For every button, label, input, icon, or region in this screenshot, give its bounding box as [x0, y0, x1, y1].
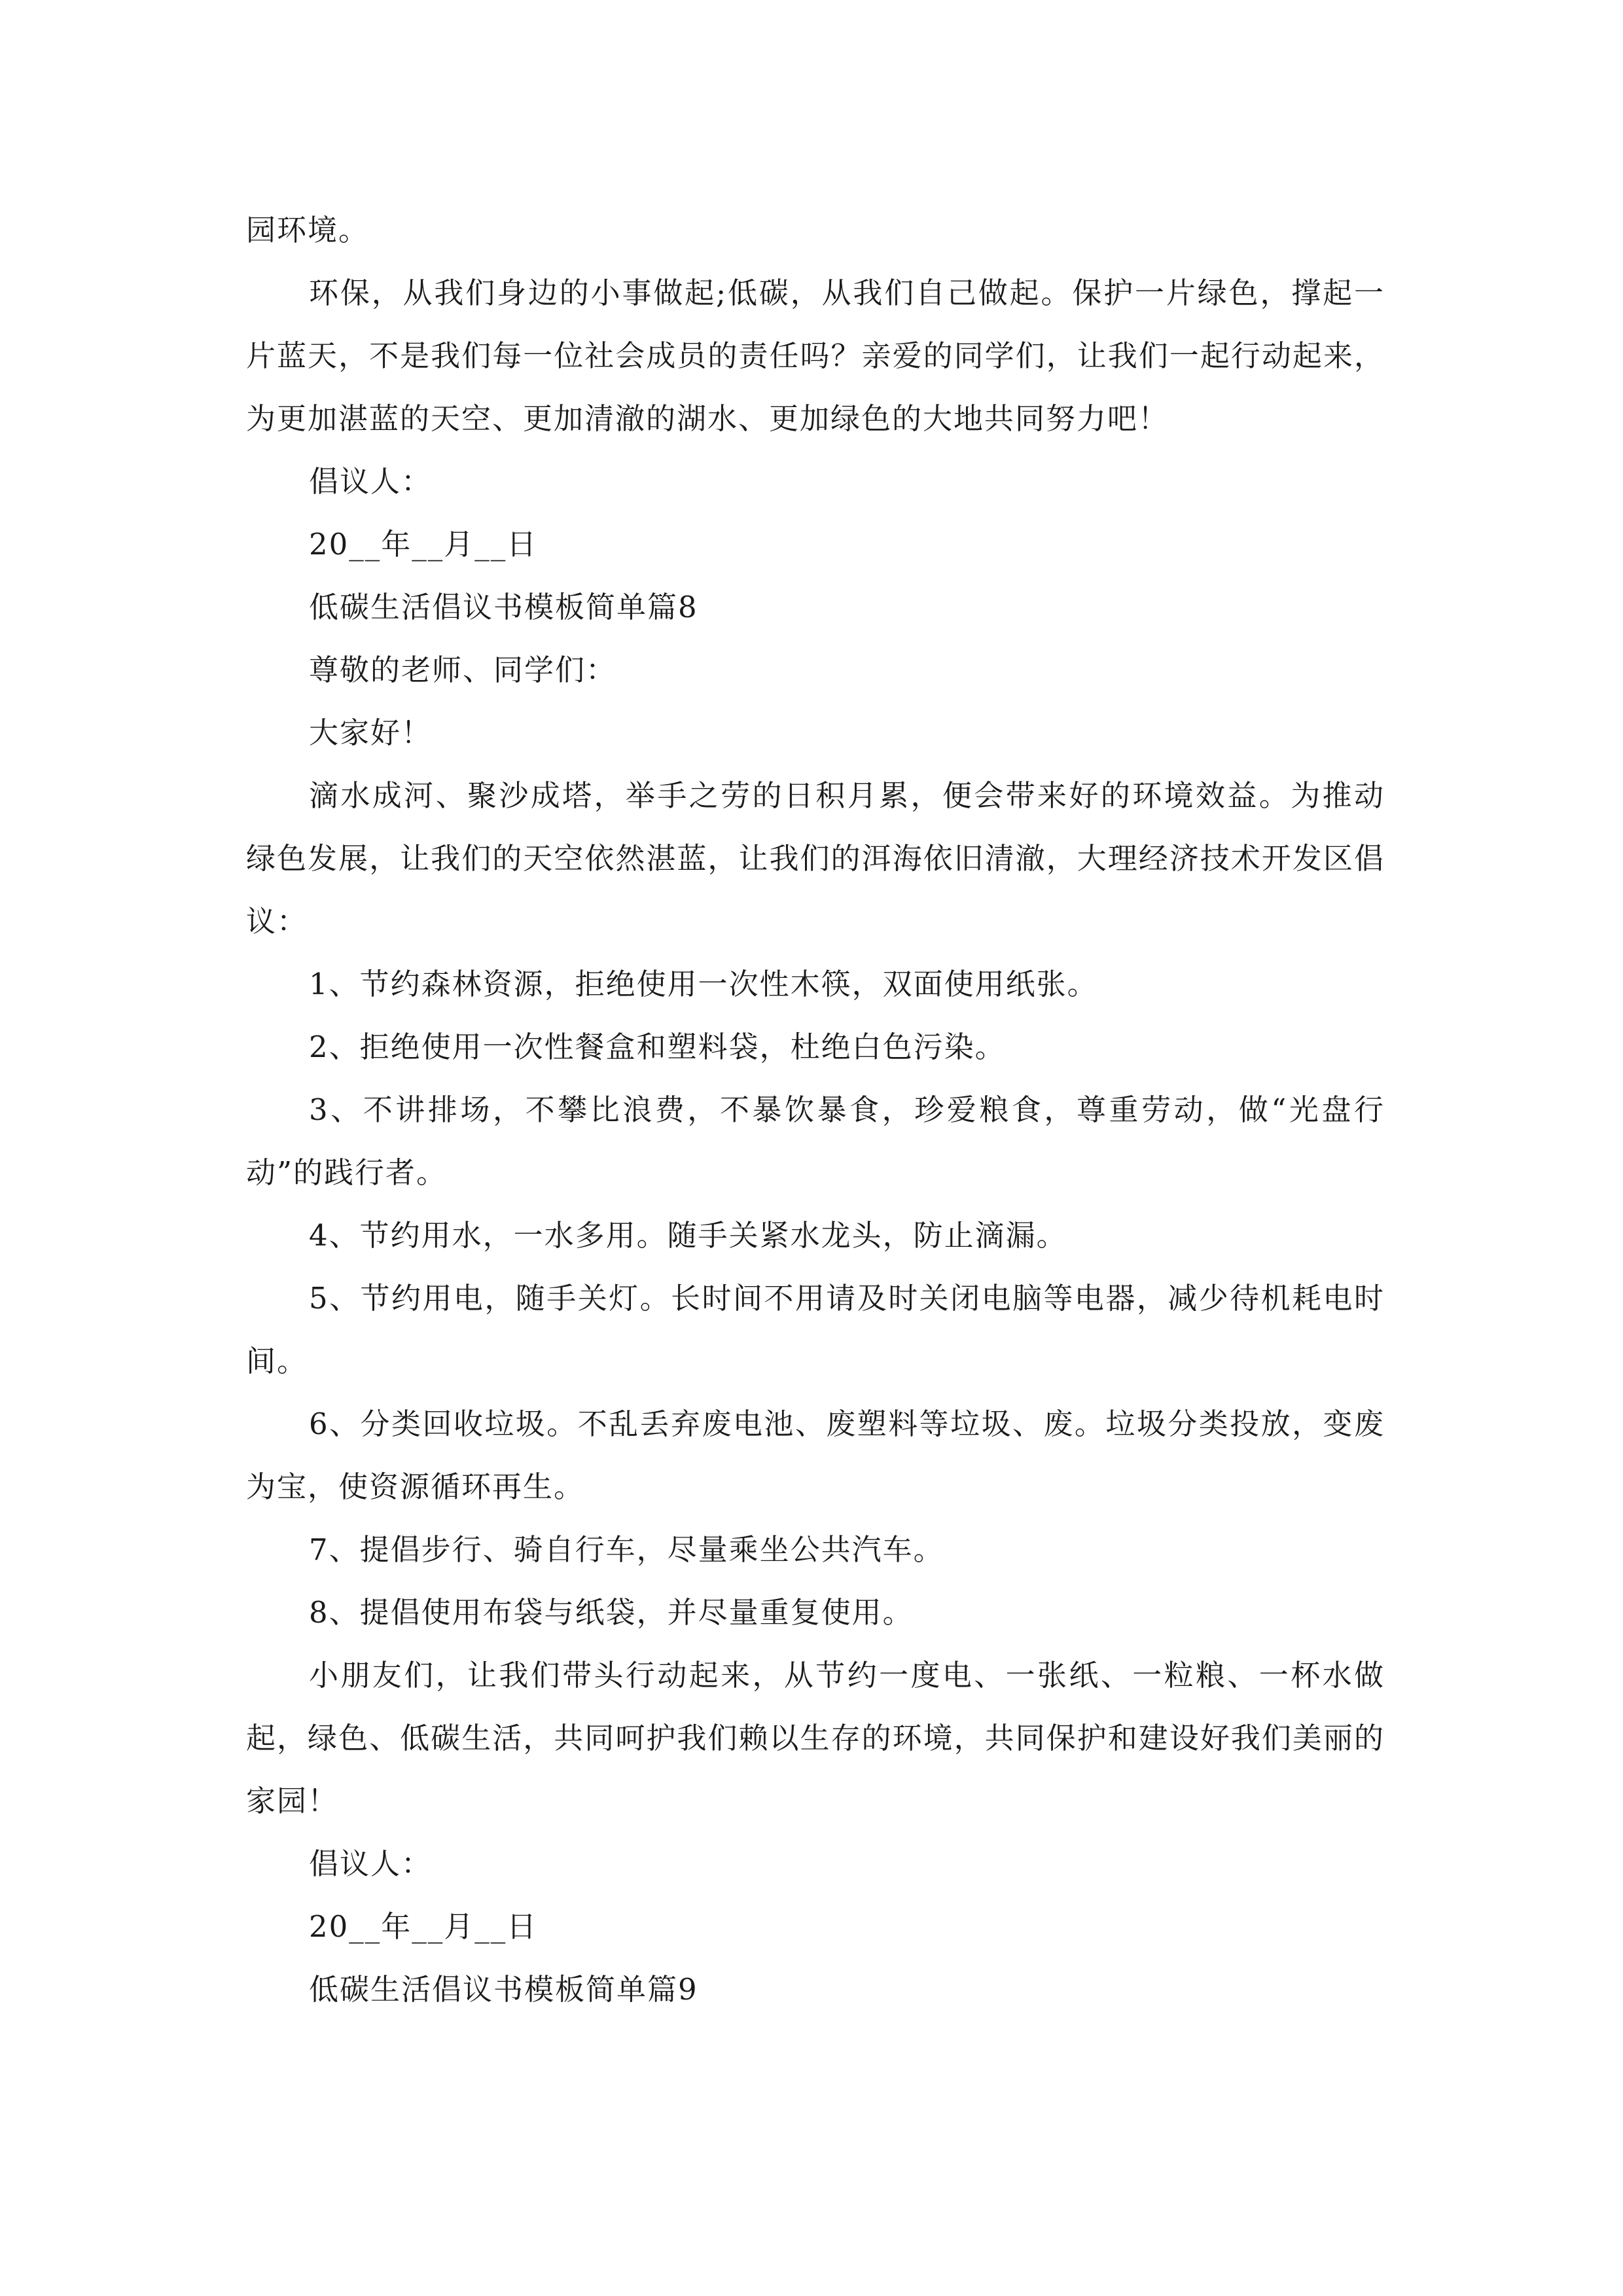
list-item-6: 6、分类回收垃圾。不乱丢弃废电池、废塑料等垃圾、废。垃圾分类投放，变废为宝，使资源循环再生。: [246, 1407, 1385, 1504]
document-body: [246, 199, 1385, 2021]
signature-date-2: 20__年__月__日: [309, 1909, 538, 1944]
list-item-2: 2、拒绝使用一次性餐盒和塑料袋，杜绝白色污染。: [309, 1030, 1006, 1064]
list-item-8: 8、提倡使用布袋与纸袋，并尽量重复使用。: [309, 1595, 914, 1630]
paragraph-intro: 滴水成河、聚沙成塔，举手之劳的日积月累，便会带来好的环境效益。为推动绿色发展，让我们的天空依然湛蓝，让我们的洱海依旧清澈，大理经济技术开发区倡议：: [246, 778, 1385, 939]
salutation: 尊敬的老师、同学们：: [309, 653, 617, 687]
signature-initiator: 倡议人：: [309, 464, 433, 499]
paragraph-environment-appeal: 环保，从我们身边的小事做起;低碳，从我们自己做起。保护一片绿色，撑起一片蓝天，不是我们每一位社会成员的责任吗？亲爱的同学们，让我们一起行动起来，为更加湛蓝的天空、更加清澈的湖水、更加绿色的大地共同努力吧！: [246, 276, 1385, 436]
signature-initiator-2: 倡议人：: [309, 1846, 433, 1881]
signature-date: 20__年__月__日: [309, 527, 538, 562]
list-item-3: 3、不讲排场，不攀比浪费，不暴饮暴食，珍爱粮食，尊重劳动，做“光盘行动”的践行者。: [246, 1092, 1385, 1190]
list-item-7: 7、提倡步行、骑自行车，尽量乘坐公共汽车。: [309, 1532, 944, 1567]
paragraph-continuation: 园环境。: [246, 213, 370, 247]
list-item-1: 1、节约森林资源，拒绝使用一次性木筷，双面使用纸张。: [309, 967, 1098, 1001]
list-item-5: 5、节约用电，随手关灯。长时间不用请及时关闭电脑等电器，减少待机耗电时间。: [246, 1281, 1385, 1378]
paragraph-closing: 小朋友们，让我们带头行动起来，从节约一度电、一张纸、一粒粮、一杯水做起，绿色、低碳生活，共同呵护我们赖以生存的环境，共同保护和建设好我们美丽的家园！: [246, 1658, 1385, 1818]
section-heading-8: 低碳生活倡议书模板简单篇8: [309, 590, 698, 624]
greeting: 大家好！: [309, 715, 433, 750]
list-item-4: 4、节约用水，一水多用。随手关紧水龙头，防止滴漏。: [309, 1218, 1067, 1253]
section-heading-9: 低碳生活倡议书模板简单篇9: [309, 1972, 698, 2007]
